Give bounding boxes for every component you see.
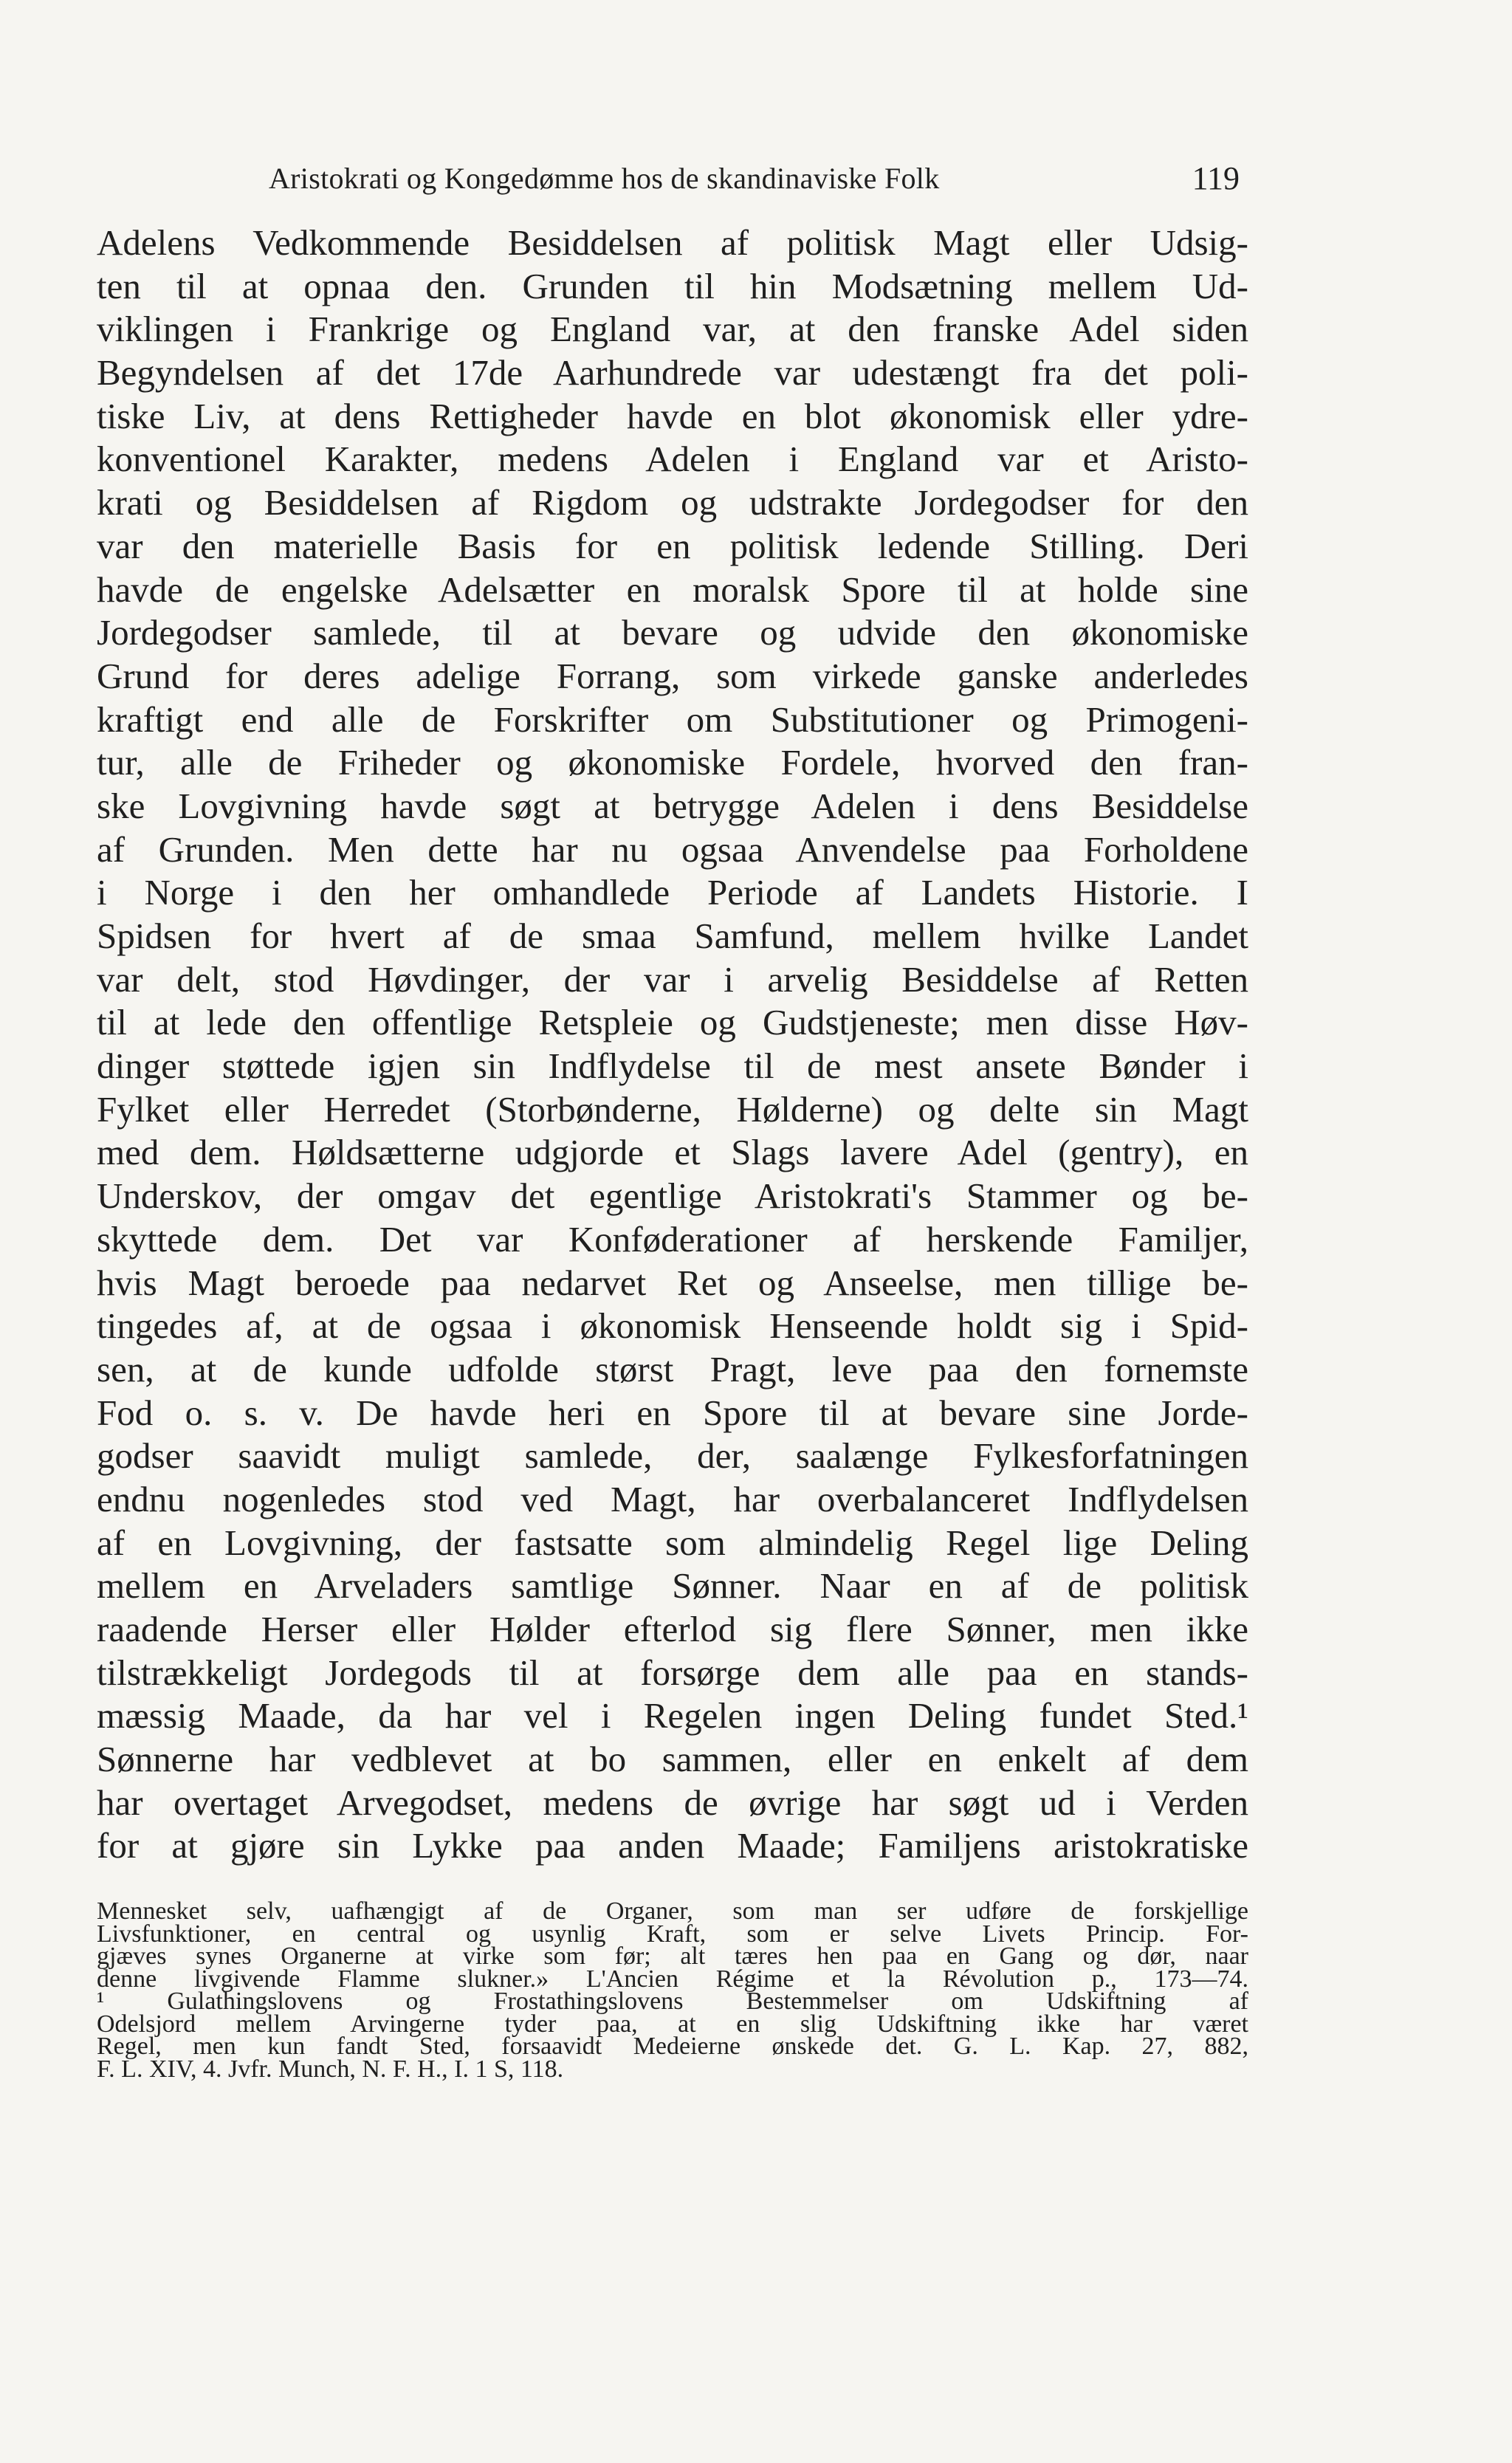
text-line: Fod o. s. v. De havde heri en Spore til at bevare sine Jorde-: [97, 1392, 1248, 1433]
text-line: dinger støttede igjen sin Indflydelse til de mest ansete Bønder i: [97, 1045, 1248, 1087]
text-line: Jordegodser samlede, til at bevare og udvide den økonomiske: [97, 612, 1248, 653]
footnote-line: Livsfunktioner, en central og usynlig Kraft, som er selve Livets Princip. For-: [97, 1920, 1248, 1948]
text-line: Spidsen for hvert af de smaa Samfund, mellem hvilke Landet: [97, 916, 1248, 956]
footnote-line: denne livgivende Flamme slukner.» L'Ancien Régime et la Révolution p., 173—74.: [97, 1965, 1248, 1993]
text-line: mæssig Maade, da har vel i Regelen ingen Deling fundet Sted.¹: [97, 1695, 1248, 1737]
text-line: raadende Herser eller Hølder efterlod sig flere Sønner, men ikke: [97, 1609, 1248, 1649]
text-line: Underskov, der omgav det egentlige Aristokrati's Stammer og be-: [97, 1175, 1248, 1217]
text-line: Begyndelsen af det 17de Aarhundrede var udestængt fra det poli-: [97, 352, 1248, 394]
footnote-line: Mennesket selv, uafhængigt af de Organer, som man ser udføre de forskjellige: [97, 1897, 1248, 1925]
running-title: Aristokrati og Kongedømme hos de skandinaviske Folk: [269, 162, 940, 195]
text-line: viklingen i Frankrige og England var, at den franske Adel siden: [97, 309, 1248, 350]
footnote-line: ¹ Gulathingslovens og Frostathingslovens Bestemmelser om Udskiftning af: [97, 1988, 1248, 2015]
body-text: [97, 221, 1248, 1868]
text-line: tingedes af, at de ogsaa i økonomisk Henseende holdt sig i Spid-: [97, 1305, 1248, 1347]
text-line: tur, alle de Friheder og økonomiske Fordele, hvorved den fran-: [97, 742, 1248, 783]
text-line: Fylket eller Herredet (Storbønderne, Hølderne) og delte sin Magt: [97, 1088, 1248, 1130]
text-line: kraftigt end alle de Forskrifter om Substitutioner og Primogeni-: [97, 698, 1248, 740]
text-line: Grund for deres adelige Forrang, som virkede ganske anderledes: [97, 655, 1248, 696]
text-line: Adelens Vedkommende Besiddelsen af politisk Magt eller Udsig-: [97, 222, 1248, 263]
text-line: ten til at opnaa den. Grunden til hin Modsætning mellem Ud-: [97, 265, 1248, 306]
text-line: har overtaget Arvegodset, medens de øvrige har søgt ud i Verden: [97, 1782, 1248, 1823]
text-line: mellem en Arveladers samtlige Sønner. Naar en af de politisk: [97, 1565, 1248, 1607]
text-line: med dem. Høldsætterne udgjorde et Slags lavere Adel (gentry), en: [97, 1132, 1248, 1173]
footnote-line: F. L. XIV, 4. Jvfr. Munch, N. F. H., I. 1 S, 118.: [97, 2055, 564, 2083]
text-line: var delt, stod Høvdinger, der var i arvelig Besiddelse af Retten: [97, 958, 1248, 1000]
text-line: til at lede den offentlige Retspleie og Gudstjeneste; men disse Høv-: [97, 1002, 1248, 1043]
text-line: krati og Besiddelsen af Rigdom og udstrakte Jordegodser for den: [97, 482, 1248, 523]
text-line: hvis Magt beroede paa nedarvet Ret og Anseelse, men tillige be-: [97, 1262, 1248, 1303]
text-line: skyttede dem. Det var Konføderationer af herskende Familjer,: [97, 1218, 1248, 1260]
text-line: i Norge i den her omhandlede Periode af Landets Historie. I: [97, 872, 1248, 913]
text-line: ske Lovgivning havde søgt at betrygge Adelen i dens Besiddelse: [97, 785, 1248, 826]
text-line: tiske Liv, at dens Rettigheder havde en blot økonomisk eller ydre-: [97, 395, 1248, 436]
text-line: godser saavidt muligt samlede, der, saalænge Fylkesforfatningen: [97, 1435, 1248, 1477]
page-number: 119: [1192, 160, 1240, 196]
footnotes: [97, 1897, 1248, 2083]
text-line: Sønnerne har vedblevet at bo sammen, eller en enkelt af dem: [97, 1739, 1248, 1780]
footnote-line: Odelsjord mellem Arvingerne tyder paa, at en slig Udskiftning ikke har været: [97, 2010, 1248, 2038]
text-line: for at gjøre sin Lykke paa anden Maade; Familjens aristokratiske: [97, 1825, 1248, 1866]
text-line: endnu nogenledes stod ved Magt, har overbalanceret Indflydelsen: [97, 1478, 1248, 1519]
text-line: var den materielle Basis for en politisk ledende Stilling. Deri: [97, 525, 1248, 566]
running-head: [269, 157, 1240, 201]
footnote-line: Regel, men kun fandt Sted, forsaavidt Medeierne ønskede det. G. L. Kap. 27, 882,: [97, 2033, 1248, 2060]
text-line: konventionel Karakter, medens Adelen i England var et Aristo-: [97, 439, 1248, 480]
text-line: tilstrækkeligt Jordegods til at forsørge dem alle paa en stands-: [97, 1652, 1248, 1693]
text-line: havde de engelske Adelsætter en moralsk Spore til at holde sine: [97, 568, 1248, 610]
footnote-line: gjæves synes Organerne at virke som før; alt tæres hen paa en Gang og dør, naar: [97, 1942, 1248, 1970]
text-line: sen, at de kunde udfolde størst Pragt, leve paa den fornemste: [97, 1348, 1248, 1389]
text-line: af en Lovgivning, der fastsatte som almindelig Regel lige Deling: [97, 1522, 1248, 1563]
text-line: af Grunden. Men dette har nu ogsaa Anvendelse paa Forholdene: [97, 828, 1248, 870]
